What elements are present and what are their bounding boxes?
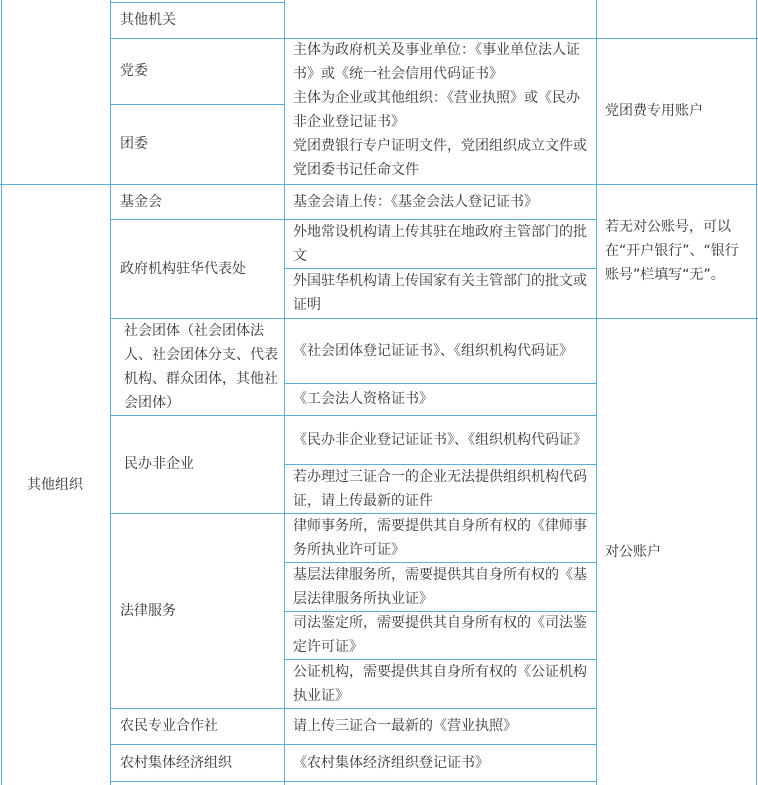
org-type-cell — [110, 38, 284, 104]
materials-cell — [285, 708, 596, 744]
account-type: 党团费专用账户 — [605, 103, 703, 119]
materials-cell — [285, 383, 596, 415]
account-cell — [597, 38, 758, 184]
account-cell — [597, 184, 758, 318]
materials-text: 律师事务所，需要提供其自身所有权的《律师事务所执业许可证》 — [293, 517, 587, 558]
org-type-label: 其他机关 — [120, 12, 176, 28]
org-type-cell — [110, 104, 284, 184]
materials-cell — [285, 219, 596, 268]
materials-cell — [285, 184, 596, 219]
materials-text: 公证机构，需要提供其自身所有权的《公证机构执业证》 — [293, 663, 587, 704]
materials-text: 《民办非企业登记证证书》、《组织机构代码证》 — [293, 431, 587, 448]
org-type-cell — [110, 513, 284, 708]
materials-text: 主体为政府机关及事业单位：《事业单位法人证书》或《统一社会信用代码证书》 — [293, 42, 580, 82]
materials-cell — [285, 744, 596, 781]
org-type-cell — [110, 2, 284, 38]
materials-text: 请上传三证合一最新的《营业执照》 — [293, 718, 517, 734]
org-type-label: 民办非企业 — [124, 456, 194, 472]
org-type-label: 农民专业合作社 — [120, 718, 218, 734]
org-type-cell — [110, 184, 284, 219]
org-type-cell — [110, 318, 284, 415]
org-type-label: 政府机构驻华代表处 — [120, 260, 246, 277]
account-type: 对公账户 — [605, 543, 661, 560]
materials-cell — [285, 562, 596, 611]
materials-text: 外国驻华机构请上传国家有关主管部门的批文或证明 — [293, 273, 587, 313]
materials-text: 若办理过三证合一的企业无法提供组织机构代码证，请上传最新的证件 — [293, 468, 587, 509]
org-type-label: 团委 — [120, 136, 148, 152]
materials-cell — [285, 318, 596, 383]
materials-text: 党团费银行专户证明文件，党团组织成立文件或党团委书记任命文件 — [293, 138, 587, 178]
materials-text: 《社会团体登记证证书》、《组织机构代码证》 — [293, 342, 573, 359]
materials-text: 外地常设机构请上传其驻在地政府主管部门的批文 — [293, 223, 587, 264]
category-cell — [0, 184, 110, 785]
materials-text: 《工会法人资格证书》 — [293, 391, 433, 407]
materials-text: 基层法律服务所，需要提供其自身所有权的《基层法律服务所执业证》 — [293, 566, 587, 607]
org-type-label: 党委 — [120, 63, 148, 79]
table-border — [284, 781, 596, 782]
org-type-cell — [110, 415, 284, 513]
materials-text: 司法鉴定所，需要提供其自身所有权的《司法鉴定许可证》 — [293, 615, 587, 655]
org-type-cell — [110, 219, 284, 318]
materials-cell — [285, 38, 596, 184]
materials-cell — [285, 513, 596, 562]
org-type-label: 农村集体经济组织 — [120, 754, 232, 771]
org-type-label: 社会团体（社会团体法人、社会团体分支、代表机构、群众团体，其他社会团体） — [124, 322, 278, 411]
materials-cell — [285, 415, 596, 464]
table-border — [110, 781, 284, 782]
materials-text: 基金会请上传：《基金会法人登记证书》 — [293, 193, 538, 210]
category-label: 其他组织 — [27, 476, 83, 493]
org-type-cell — [110, 744, 284, 781]
org-type-cell — [110, 708, 284, 744]
materials-cell — [285, 268, 596, 318]
org-type-label: 基金会 — [120, 193, 162, 210]
materials-cell — [285, 464, 596, 513]
materials-cell — [285, 611, 596, 659]
account-cell — [597, 318, 758, 785]
materials-text: 《农村集体经济组织登记证书》 — [293, 754, 489, 771]
account-note: 若无对公账号，可以在“开户银行”、“银行账号”栏填写“无”。 — [605, 219, 739, 283]
org-type-label: 法律服务 — [120, 602, 176, 619]
materials-cell — [285, 659, 596, 708]
materials-text: 主体为企业或其他组织：《营业执照》或《民办非企业登记证书》 — [293, 90, 580, 130]
